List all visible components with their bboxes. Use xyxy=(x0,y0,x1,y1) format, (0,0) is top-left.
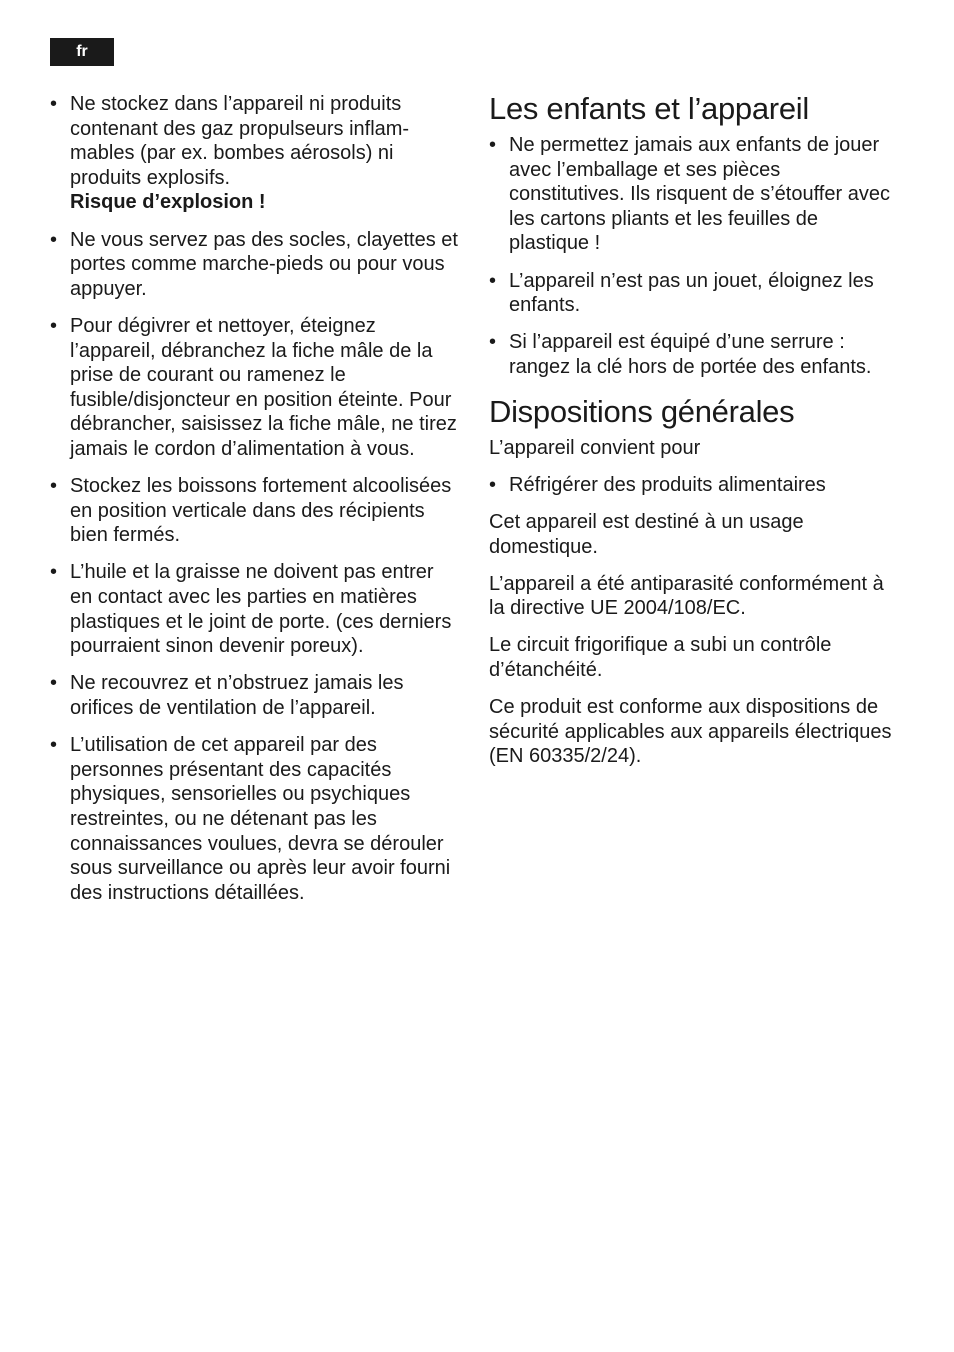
list-item-text: Pour dégivrer et nettoyer, éteignez l’appareil, débranchez la fiche mâle de la prise de courant ou ramenez le fusible/disjoncteur en position éteinte. Pour débrancher, saisissez la fiche mâle, ne tirez jamais le cordon d’alimentation à vous. xyxy=(70,314,457,460)
right-column xyxy=(489,92,899,782)
list-item-text: Ne vous servez pas des socles, clayettes et portes comme marche-pieds ou pour vous appuyer. xyxy=(70,228,458,300)
list-item xyxy=(50,228,460,302)
general-section-title: Dispositions générales xyxy=(489,393,795,429)
children-section-title: Les enfants et l’appareil xyxy=(489,91,809,126)
general-intro: L’appareil convient pour xyxy=(489,436,701,459)
general-paragraph: Cet appareil est destiné à un usage domestique. xyxy=(489,510,804,558)
list-item-text: Ne recouvrez et n’obstruez jamais les orifices de ventilation de l’appareil. xyxy=(70,672,404,720)
list-item xyxy=(489,473,899,498)
list-item xyxy=(50,92,460,215)
general-paragraph: Ce produit est conforme aux dispositions de sécurité applicables aux appareils électriques (EN 60335/2/24). xyxy=(489,696,892,768)
list-item-text: Ne stockez dans l’appareil ni produits contenant des gaz propulseurs inflam-mables (par ex. bombes aérosols) ni produits explosifs. xyxy=(70,93,410,189)
general-list xyxy=(489,473,899,498)
safety-instructions-list xyxy=(50,92,460,905)
list-item xyxy=(50,671,460,720)
list-item-text: Réfrigérer des produits alimentaires xyxy=(509,473,826,496)
children-list xyxy=(489,133,899,380)
language-tab: fr xyxy=(50,38,114,66)
list-item xyxy=(50,314,460,462)
list-item-text: L’appareil n’est pas un jouet, éloignez les enfants. xyxy=(509,269,874,317)
list-item-text: Stockez les boissons fortement alcoolisées en position verticale dans des récipients bien fermés. xyxy=(70,475,452,547)
list-item xyxy=(489,133,899,256)
general-paragraph: Le circuit frigorifique a subi un contrôle d’étanchéité. xyxy=(489,634,832,682)
list-item-text: Ne permettez jamais aux enfants de jouer avec l’emballage et ses pièces constitutives. Ils risquent de s’étouffer avec les cartons pliants et les feuilles de plastique ! xyxy=(509,134,890,255)
explosion-warning: Risque d’explosion ! xyxy=(70,191,266,214)
list-item xyxy=(489,269,899,318)
list-item-text: Si l’appareil est équipé d’une serrure : rangez la clé hors de portée des enfants. xyxy=(509,331,872,378)
list-item-text: L’huile et la graisse ne doivent pas entrer en contact avec les parties en matières plastiques et le joint de porte. (ces derniers pourraient sinon devenir poreux). xyxy=(70,561,452,658)
list-item-text: L’utilisation de cet appareil par des personnes présentant des capacités physiques, sensorielles ou psychiques restreintes, ou ne détenant pas les connaissances voulues, devra se dérouler sous surveillance ou après leur avoir fourni des instructions détaillées. xyxy=(70,734,451,904)
list-item xyxy=(50,733,460,905)
list-item xyxy=(489,330,899,379)
list-item xyxy=(50,560,460,658)
list-item xyxy=(50,474,460,548)
left-column xyxy=(50,92,460,918)
general-paragraph: L’appareil a été antiparasité conformément à la directive UE 2004/108/EC. xyxy=(489,572,884,620)
